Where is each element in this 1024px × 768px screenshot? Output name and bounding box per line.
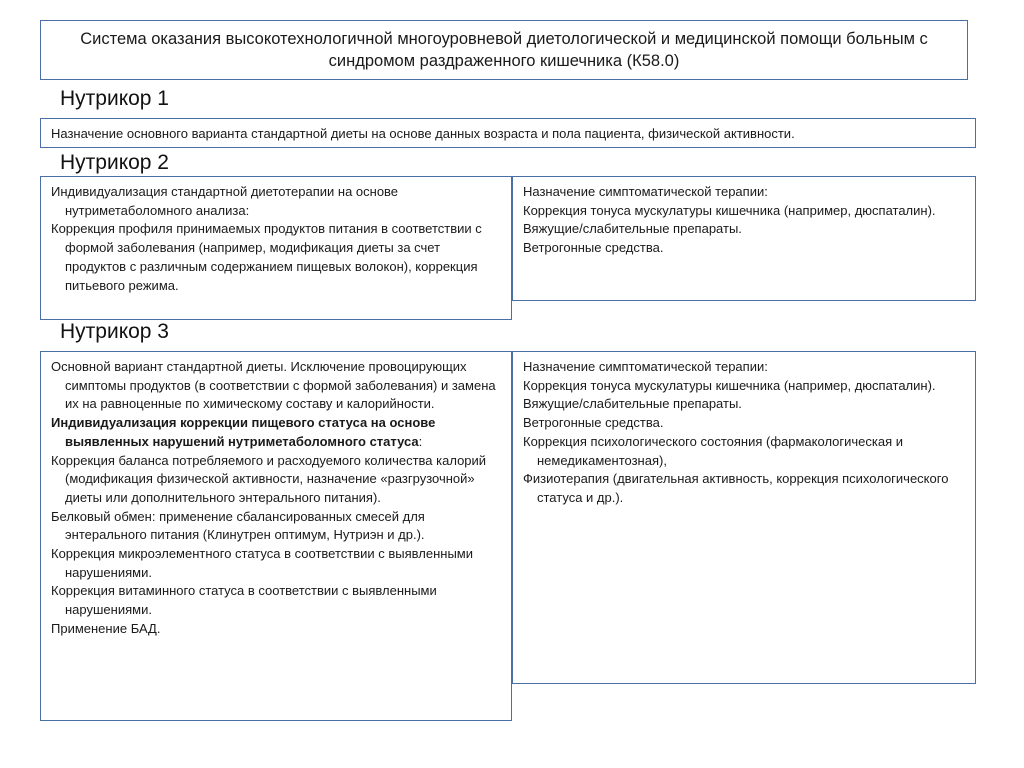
level-3-left-para: Применение БАД. (51, 620, 161, 636)
page-title: Система оказания высокотехнологичной многоуровневой диетологической и медицинской помощи больным с синдромом раздраженного кишечника (К58.0) (80, 30, 928, 70)
level-3-right-para: Коррекция психологического состояния (фармакологическая и немедикаментозная), (523, 433, 904, 468)
level-1-box (40, 118, 976, 148)
level-3-left-para: Коррекция витаминного статуса в соответствии с выявленными нарушениями. (51, 583, 437, 618)
level-2-left-box (40, 176, 512, 320)
level-3-left-para: Белковый обмен: применение сбалансированных смесей для энтерального питания (Клинутрен оптимум, Нутриэн и др.). (51, 508, 425, 543)
level-3-right-box (512, 351, 976, 684)
level-3-left-para: Коррекция баланса потребляемого и расходуемого количества калорий (модификация физической активности, назначение «разгрузочной» диеты или дополнительного энтерального питания). (51, 452, 487, 505)
level-3-right-para: Коррекция тонуса мускулатуры кишечника (например, дюспаталин). (523, 377, 936, 393)
level-1-text: Назначение основного варианта стандартной диеты на основе данных возраста и пола пациента, физической активности. (51, 125, 795, 141)
level-2-heading: Нутрикор 2 (60, 151, 169, 174)
colon: : (418, 433, 423, 449)
level-2-right-para: Коррекция тонуса мускулатуры кишечника (например, дюспаталин). (523, 202, 936, 218)
level-2-right-para: Вяжущие/слабительные препараты. (523, 221, 742, 237)
bold-phrase: Индивидуализация коррекции пищевого статуса на основе выявленных нарушений нутриметаболомного статуса (51, 415, 436, 449)
level-1-heading: Нутрикор 1 (60, 87, 169, 110)
level-3-left-box (40, 351, 512, 721)
level-2-right-para: Ветрогонные средства. (523, 240, 664, 256)
level-2-left-para: Коррекция профиля принимаемых продуктов питания в соответствии с формой заболевания (например, модификация диеты за счет продуктов с различным содержанием пищевых волокон), коррекция питьевого режима. (51, 221, 482, 293)
level-3-right-para: Ветрогонные средства. (523, 415, 664, 431)
level-3-right-para: Назначение симптоматической терапии: (523, 359, 768, 374)
level-2-right-para: Назначение симптоматической терапии: (523, 184, 768, 199)
level-2-right-box (512, 176, 976, 301)
level-3-left-para: Основной вариант стандартной диеты. Исключение провоцирующих симптомы продуктов (в соответствии с формой заболевания) и замена их на равноценные по химическому составу и калорийности. (51, 359, 496, 412)
level-2-left-para: Индивидуализация стандартной диетотерапии на основе нутриметаболомного анализа: (51, 184, 399, 218)
level-3-left-para: Коррекция микроэлементного статуса в соответствии с выявленными нарушениями. (51, 546, 473, 580)
level-3-right-para: Вяжущие/слабительные препараты. (523, 396, 742, 412)
level-3-right-para: Физиотерапия (двигательная активность, коррекция психологического статуса и др.). (523, 471, 949, 505)
level-3-heading: Нутрикор 3 (60, 320, 169, 343)
level-3-left-para-bold (51, 414, 501, 451)
title-box (40, 20, 968, 80)
